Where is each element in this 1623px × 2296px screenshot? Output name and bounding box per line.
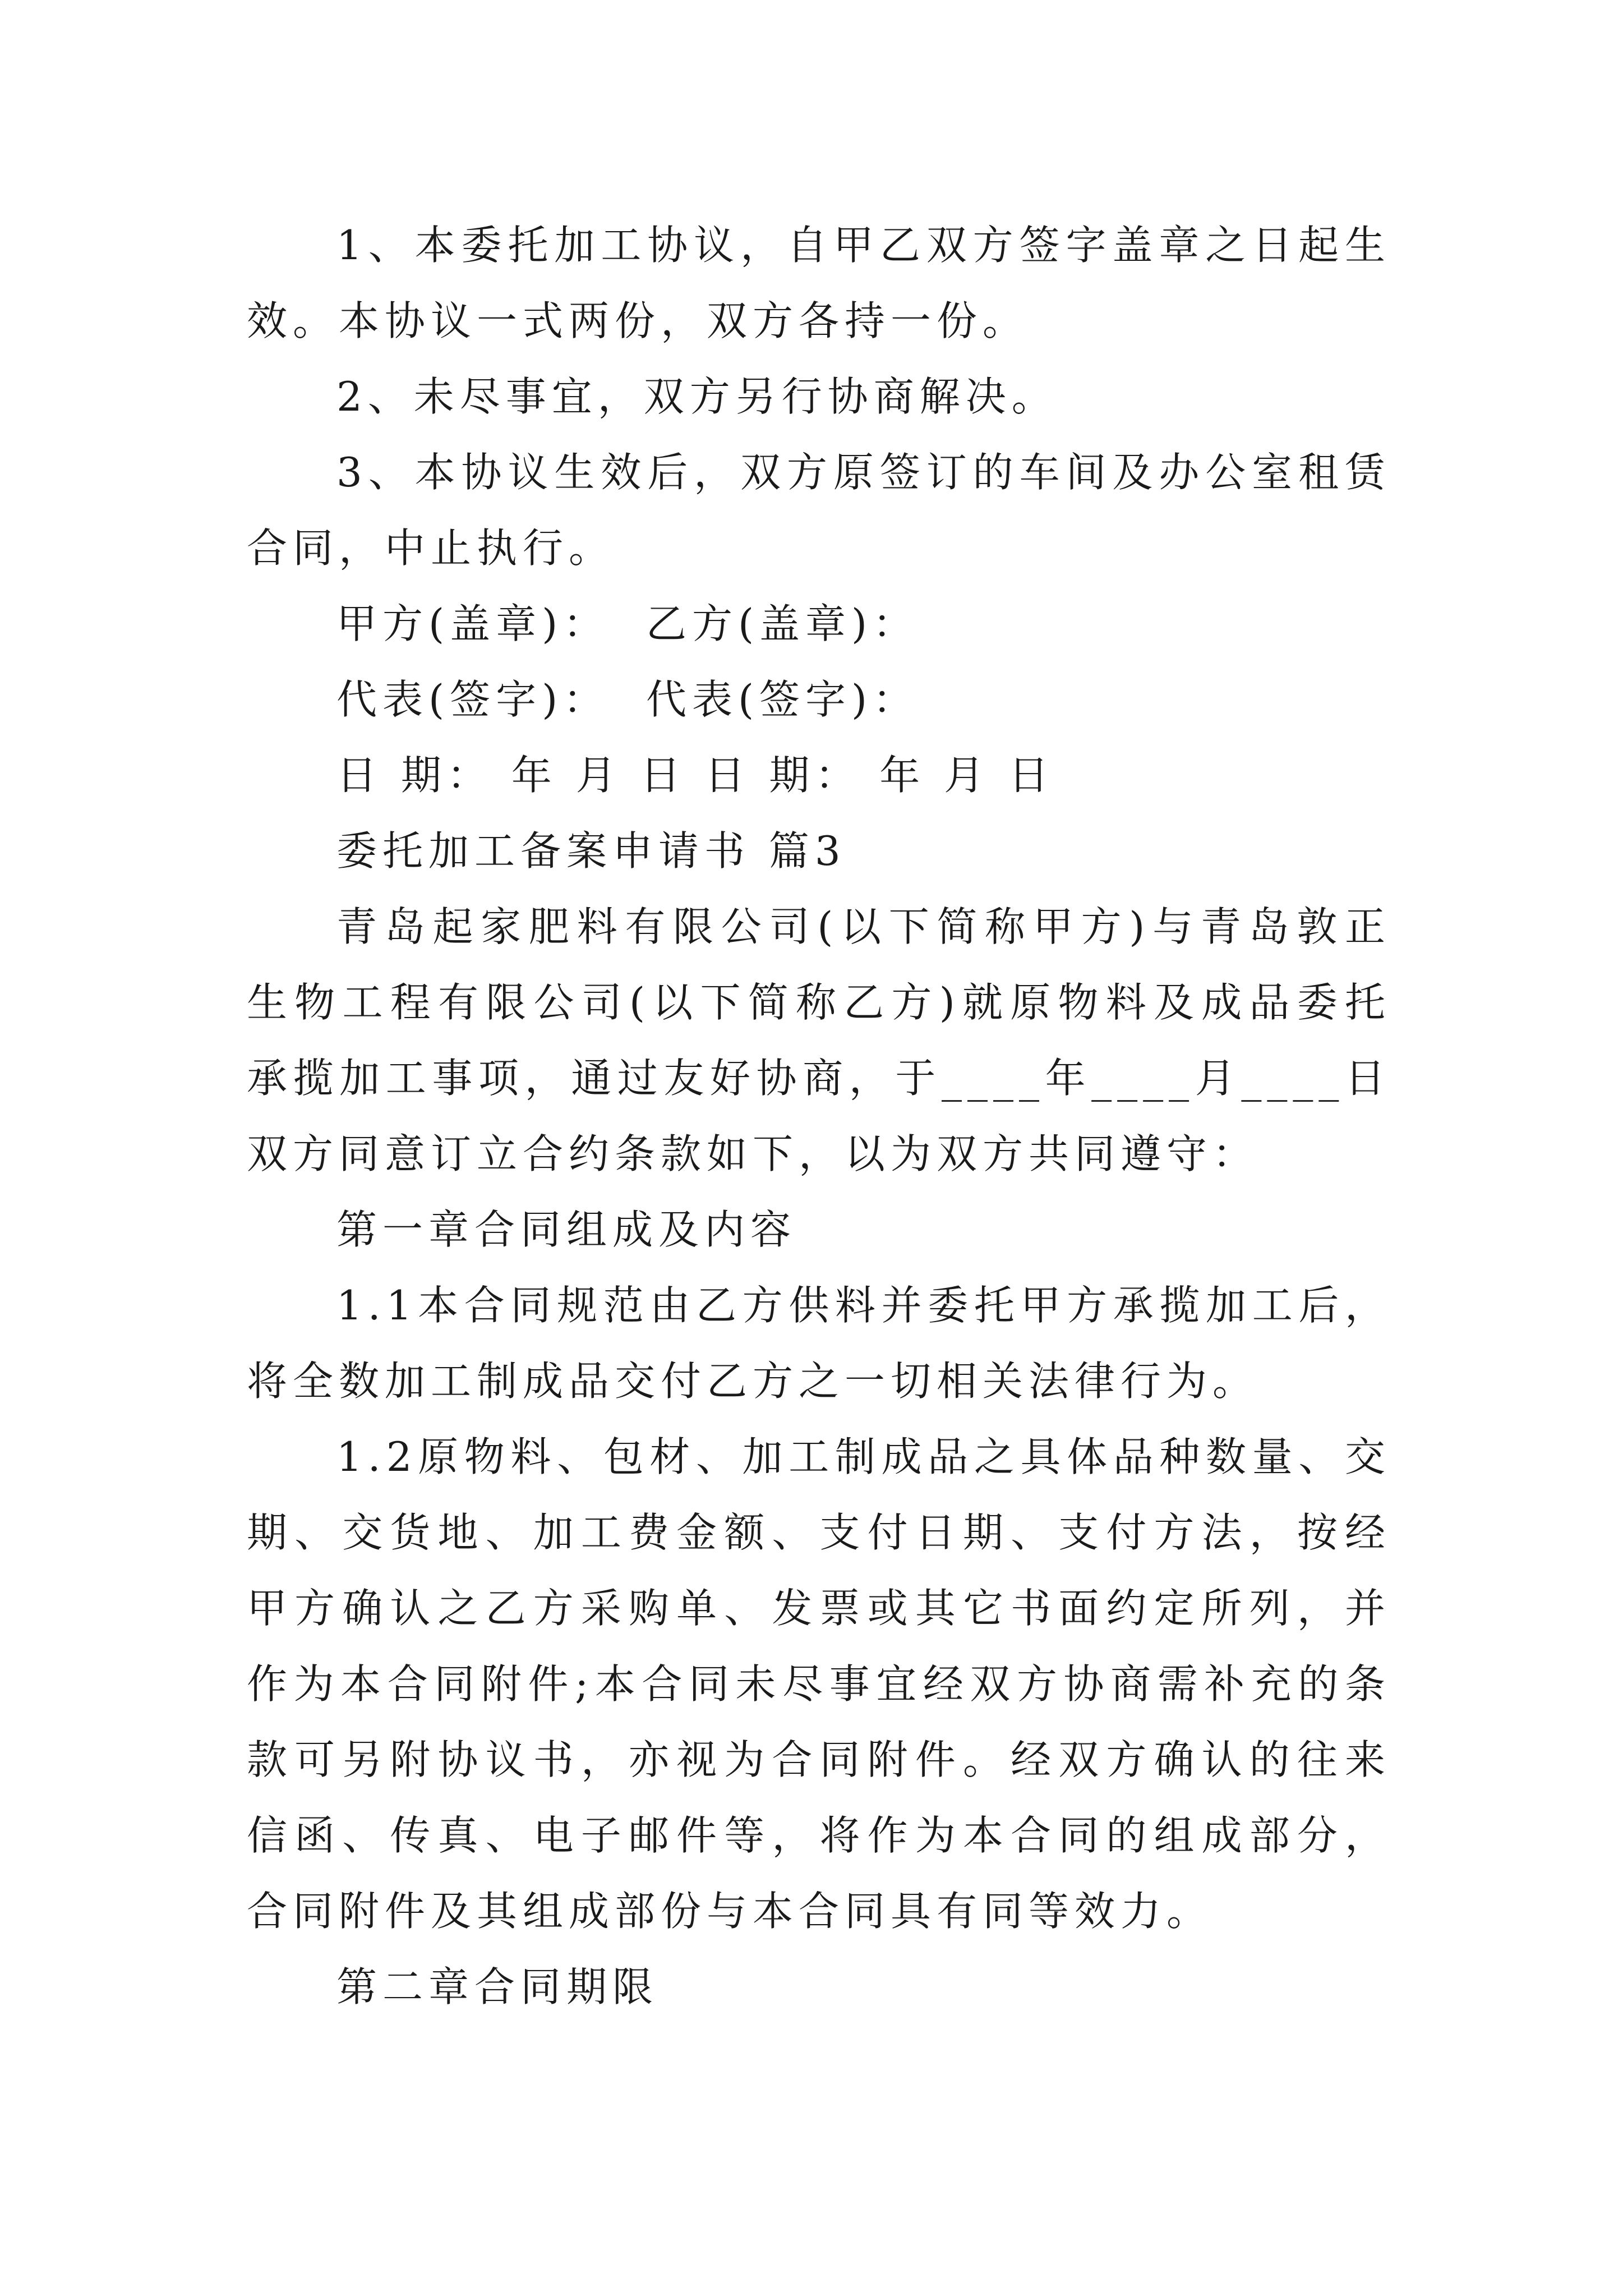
clause-unresolved: 2、未尽事宜，双方另行协商解决。: [336, 373, 1058, 420]
signature-seal-line: 甲方(盖章)： 乙方(盖章)：: [336, 600, 919, 647]
clause-1-1: 1.1本合同规范由乙方供料并委托甲方承揽加工后，将全数加工制成品交付乙方之一切相关法律行为。: [247, 1282, 1391, 1405]
chapter-2-heading: 第二章合同期限: [336, 1963, 659, 2010]
section-title: 委托加工备案申请书 篇3: [336, 827, 846, 875]
preamble: 青岛起家肥料有限公司(以下简称甲方)与青岛敦正生物工程有限公司(以下简称乙方)就原物料及成品委托承揽加工事项，通过友好协商，于____年____月____日双方同意订立合约条款如下，以为双方共同遵守：: [247, 903, 1391, 1177]
chapter-1-heading: 第一章合同组成及内容: [336, 1206, 797, 1253]
signature-representative-line: 代表(签字)： 代表(签字)：: [336, 676, 919, 723]
clause-termination: 3、本协议生效后，双方原签订的车间及办公室租赁合同，中止执行。: [247, 449, 1391, 572]
document-body: [247, 208, 1391, 2025]
clause-effective: 1、本委托加工协议，自甲乙双方签字盖章之日起生效。本协议一式两份，双方各持一份。: [247, 222, 1391, 344]
clause-1-2: 1.2原物料、包材、加工制成品之具体品种数量、交期、交货地、加工费金额、支付日期、支付方法，按经甲方确认之乙方采购单、发票或其它书面约定所列，并作为本合同附件;本合同未尽事宜经双方协商需补充的条款可另附协议书，亦视为合同附件。经双方确认的往来信函、传真、电子邮件等，将作为本合同的组成部分，合同附件及其组成部份与本合同具有同等效力。: [247, 1433, 1391, 1935]
signature-date-line: 日 期： 年 月 日 日 期： 年 月 日: [336, 752, 1054, 799]
